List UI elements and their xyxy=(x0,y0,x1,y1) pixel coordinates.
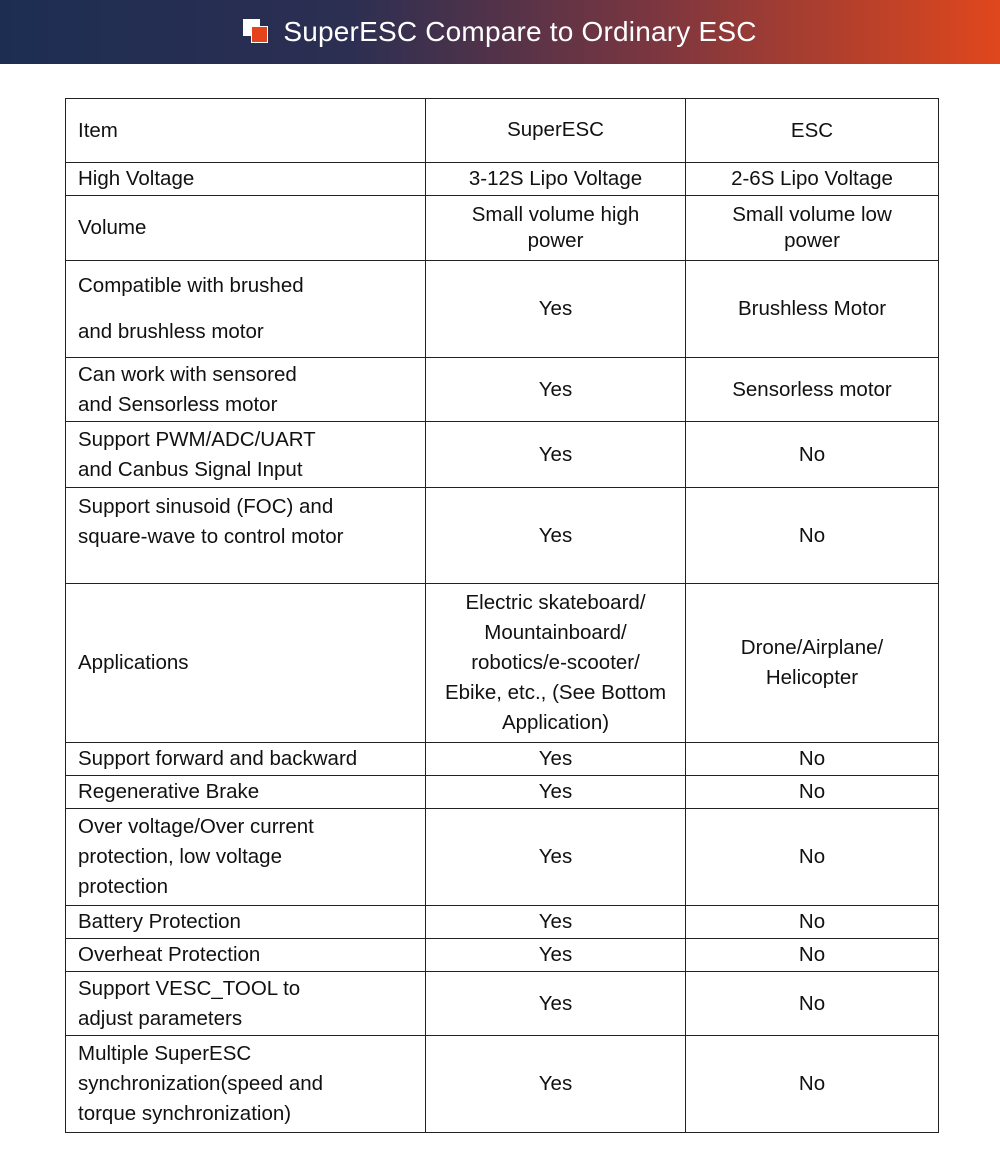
row-superesc-cell: Yes xyxy=(426,972,686,1036)
row-esc-cell: No xyxy=(686,488,939,584)
logo-square-orange xyxy=(251,26,268,43)
row-esc-cell: Drone/Airplane/ Helicopter xyxy=(686,584,939,743)
row-item-cell: Support forward and backward xyxy=(66,743,426,776)
table-row xyxy=(66,261,939,358)
table-row xyxy=(66,422,939,488)
row-item-cell: Support sinusoid (FOC) and square-wave to control motor xyxy=(66,488,426,584)
row-superesc-cell: Yes xyxy=(426,906,686,939)
table-row xyxy=(66,939,939,972)
row-esc-cell: No xyxy=(686,809,939,906)
table-row xyxy=(66,809,939,906)
row-item-cell: Support VESC_TOOL to adjust parameters xyxy=(66,972,426,1036)
table-header-row xyxy=(66,99,939,163)
table-row xyxy=(66,584,939,743)
column-header-item: Item xyxy=(66,99,426,163)
row-esc-cell: Brushless Motor xyxy=(686,261,939,358)
row-superesc-cell: Yes xyxy=(426,261,686,358)
table-row xyxy=(66,488,939,584)
table-row xyxy=(66,972,939,1036)
column-header-superesc: SuperESC xyxy=(426,99,686,163)
column-header-esc: ESC xyxy=(686,99,939,163)
row-esc-cell: No xyxy=(686,1036,939,1133)
table-row xyxy=(66,743,939,776)
row-superesc-cell: Yes xyxy=(426,939,686,972)
table-row xyxy=(66,196,939,261)
row-item-cell: Overheat Protection xyxy=(66,939,426,972)
row-item-cell: High Voltage xyxy=(66,163,426,196)
row-item-cell: Volume xyxy=(66,196,426,261)
row-item-cell: Multiple SuperESC synchronization(speed and torque synchronization) xyxy=(66,1036,426,1133)
row-superesc-cell: Yes xyxy=(426,422,686,488)
row-superesc-cell: Small volume high power xyxy=(426,196,686,261)
row-superesc-cell: Yes xyxy=(426,809,686,906)
comparison-table-container xyxy=(65,98,938,1133)
row-superesc-cell: Yes xyxy=(426,1036,686,1133)
row-superesc-cell: Yes xyxy=(426,743,686,776)
row-item-cell: Battery Protection xyxy=(66,906,426,939)
row-item-cell: Regenerative Brake xyxy=(66,776,426,809)
row-esc-cell: No xyxy=(686,972,939,1036)
page-title: SuperESC Compare to Ordinary ESC xyxy=(283,16,757,47)
row-esc-cell: No xyxy=(686,906,939,939)
table-row xyxy=(66,163,939,196)
row-item-cell: Applications xyxy=(66,584,426,743)
row-item-cell: Can work with sensored and Sensorless motor xyxy=(66,358,426,422)
row-esc-cell: No xyxy=(686,743,939,776)
overlapping-squares-icon xyxy=(243,19,271,45)
row-superesc-cell: Yes xyxy=(426,358,686,422)
row-item-cell: Support PWM/ADC/UART and Canbus Signal Input xyxy=(66,422,426,488)
table-row xyxy=(66,776,939,809)
table-row xyxy=(66,1036,939,1133)
row-esc-cell: No xyxy=(686,422,939,488)
row-esc-cell: No xyxy=(686,939,939,972)
row-esc-cell: Sensorless motor xyxy=(686,358,939,422)
row-item-cell: Compatible with brushed and brushless motor xyxy=(66,261,426,358)
row-superesc-cell: Yes xyxy=(426,776,686,809)
row-superesc-cell: 3-12S Lipo Voltage xyxy=(426,163,686,196)
row-superesc-cell: Electric skateboard/ Mountainboard/ robotics/e-scooter/ Ebike, etc., (See Bottom Application) xyxy=(426,584,686,743)
row-esc-cell: Small volume low power xyxy=(686,196,939,261)
row-superesc-cell: Yes xyxy=(426,488,686,584)
row-item-cell: Over voltage/Over current protection, low voltage protection xyxy=(66,809,426,906)
row-esc-cell: No xyxy=(686,776,939,809)
table-row xyxy=(66,358,939,422)
header-banner xyxy=(0,0,1000,64)
header-content xyxy=(243,16,756,48)
row-esc-cell: 2-6S Lipo Voltage xyxy=(686,163,939,196)
comparison-table xyxy=(65,98,939,1133)
table-row xyxy=(66,906,939,939)
